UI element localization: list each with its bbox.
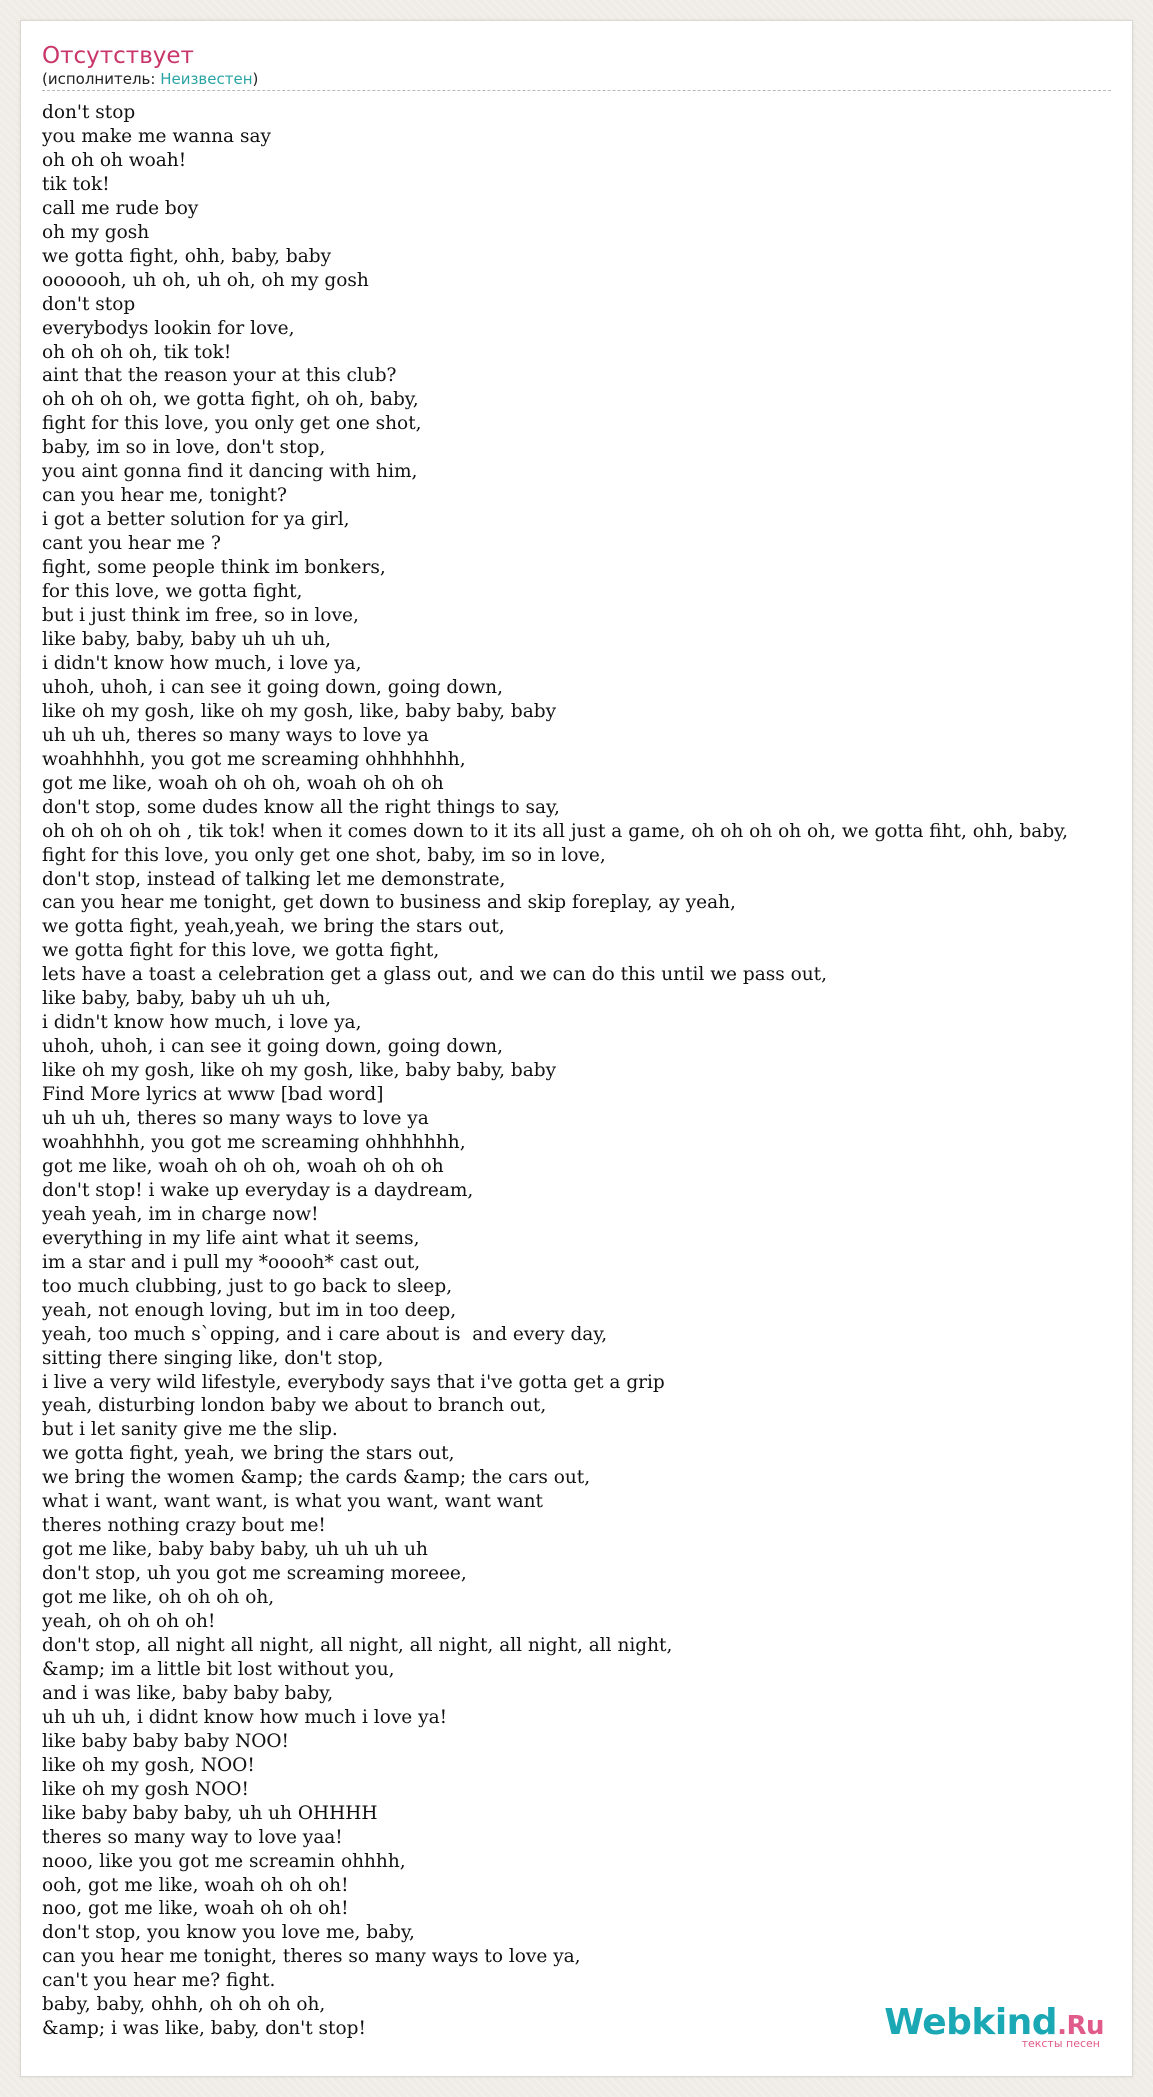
site-logo[interactable] (884, 2002, 1104, 2050)
lyric-line: like baby, baby, baby uh uh uh, (42, 628, 331, 650)
lyric-line: and i was like, baby baby baby, (42, 1682, 334, 1704)
lyric-line: sitting there singing like, don't stop, (42, 1347, 384, 1369)
lyric-line: like oh my gosh, like oh my gosh, like, baby baby, baby (42, 700, 557, 722)
lyric-line: can't you hear me? fight. (42, 1970, 276, 1992)
lyric-line: im a star and i pull my *ooooh* cast out, (42, 1251, 421, 1273)
lyric-line: don't stop, uh you got me screaming moreee, (42, 1563, 467, 1585)
lyric-line: oh oh oh woah! (42, 149, 187, 171)
lyric-line: don't stop, some dudes know all the right things to say, (42, 796, 560, 818)
lyric-line: baby, im so in love, don't stop, (42, 437, 326, 459)
lyric-line: oh my gosh (42, 221, 150, 243)
lyric-line: i didn't know how much, i love ya, (42, 1012, 362, 1034)
lyric-line: but i just think im free, so in love, (42, 605, 359, 627)
lyric-line: everybodys lookin for love, (42, 317, 295, 339)
lyric-line: we gotta fight for this love, we gotta fight, (42, 940, 440, 962)
lyric-line: woahhhhh, you got me screaming ohhhhhhh, (42, 1131, 466, 1153)
logo-suffix: .Ru (1057, 2011, 1104, 2041)
lyric-line: tik tok! (42, 173, 110, 195)
lyric-line: like oh my gosh, NOO! (42, 1754, 255, 1776)
lyric-line: call me rude boy (42, 197, 199, 219)
lyric-line: don't stop, you know you love me, baby, (42, 1922, 415, 1944)
lyric-line: cant you hear me ? (42, 533, 221, 555)
logo-tagline: тексты песен (1021, 2037, 1100, 2050)
lyric-line: too much clubbing, just to go back to sleep, (42, 1275, 453, 1297)
lyric-line: can you hear me tonight, theres so many ways to love ya, (42, 1946, 581, 1968)
lyric-line: uhoh, uhoh, i can see it going down, going down, (42, 676, 503, 698)
song-header (42, 43, 1111, 91)
lyrics-text (42, 101, 1133, 2041)
lyric-line: we gotta fight, yeah, we bring the stars out, (42, 1443, 455, 1465)
lyric-line: yeah, oh oh oh oh! (42, 1611, 216, 1633)
song-title: Отсутствует (42, 43, 194, 69)
lyric-line: &amp; i was like, baby, don't stop! (42, 2018, 366, 2040)
lyric-line: like baby baby baby NOO! (42, 1730, 289, 1752)
lyric-line: lets have a toast a celebration get a glass out, and we can do this until we pass out, (42, 964, 827, 986)
lyric-line: theres nothing crazy bout me! (42, 1515, 326, 1537)
lyric-line: uhoh, uhoh, i can see it going down, going down, (42, 1036, 503, 1058)
lyric-line: can you hear me, tonight? (42, 485, 287, 507)
lyric-line: yeah yeah, im in charge now! (42, 1203, 319, 1225)
lyric-line: fight, some people think im bonkers, (42, 557, 386, 579)
lyric-line: noo, got me like, woah oh oh oh! (42, 1898, 349, 1920)
lyric-line: aint that the reason your at this club? (42, 365, 397, 387)
lyric-line: oh oh oh oh, we gotta fight, oh oh, baby, (42, 389, 419, 411)
lyric-line: we bring the women &amp; the cards &amp; the cars out, (42, 1467, 591, 1489)
lyric-line: you make me wanna say (42, 125, 271, 147)
lyric-line: oh oh oh oh oh , tik tok! when it comes down to it its all just a game, oh oh oh oh oh, we gotta fiht, ohh, baby, (42, 820, 1069, 842)
lyric-line: got me like, oh oh oh oh, (42, 1587, 275, 1609)
lyric-line: what i want, want want, is what you want, want want (42, 1491, 543, 1513)
lyric-line: nooo, like you got me screamin ohhhh, (42, 1850, 406, 1872)
artist-suffix: ) (252, 70, 259, 88)
lyric-line: can you hear me tonight, get down to business and skip foreplay, ay yeah, (42, 892, 736, 914)
lyric-line: we gotta fight, ohh, baby, baby (42, 245, 332, 267)
lyric-line: don't stop (42, 293, 136, 315)
lyric-line: yeah, not enough loving, but im in too deep, (42, 1299, 457, 1321)
lyric-line: everything in my life aint what it seems, (42, 1227, 420, 1249)
lyric-line: like baby baby baby, uh uh OHHHH (42, 1802, 378, 1824)
lyric-line: ooh, got me like, woah oh oh oh! (42, 1874, 349, 1896)
lyric-line: we gotta fight, yeah,yeah, we bring the stars out, (42, 916, 505, 938)
lyric-line: uh uh uh, theres so many ways to love ya (42, 724, 429, 746)
lyric-line: you aint gonna find it dancing with him, (42, 461, 418, 483)
lyric-line: i got a better solution for ya girl, (42, 509, 350, 531)
lyric-line: fight for this love, you only get one shot, (42, 413, 422, 435)
lyric-line: fight for this love, you only get one shot, baby, im so in love, (42, 844, 606, 866)
lyric-line: &amp; im a little bit lost without you, (42, 1658, 395, 1680)
lyric-line: like baby, baby, baby uh uh uh, (42, 988, 331, 1010)
lyric-line: like oh my gosh NOO! (42, 1778, 249, 1800)
lyric-line: baby, baby, ohhh, oh oh oh oh, (42, 1994, 326, 2016)
lyric-line: oh oh oh oh, tik tok! (42, 341, 232, 363)
lyric-line: don't stop (42, 102, 136, 123)
lyric-line: woahhhhh, you got me screaming ohhhhhhh, (42, 748, 466, 770)
lyric-line: for this love, we gotta fight, (42, 581, 303, 603)
lyric-line: got me like, woah oh oh oh, woah oh oh oh (42, 1155, 444, 1177)
lyric-line: i live a very wild lifestyle, everybody says that i've gotta get a grip (42, 1371, 665, 1393)
lyrics-card (20, 20, 1133, 2077)
lyric-line: got me like, woah oh oh oh, woah oh oh oh (42, 772, 444, 794)
artist-line (42, 69, 1111, 91)
lyric-line: yeah, disturbing london baby we about to branch out, (42, 1395, 547, 1417)
lyric-line: yeah, too much s`opping, and i care about is and every day, (42, 1323, 608, 1345)
artist-link[interactable]: Неизвестен (160, 70, 253, 88)
logo-main-text: Webkind (884, 2002, 1058, 2043)
lyric-line: Find More lyrics at www [bad word] (42, 1084, 384, 1106)
lyric-line: like oh my gosh, like oh my gosh, like, baby baby, baby (42, 1060, 557, 1082)
lyric-line: uh uh uh, i didnt know how much i love ya! (42, 1706, 448, 1728)
lyric-line: don't stop, all night all night, all night, all night, all night, all night, (42, 1635, 673, 1656)
artist-prefix: (исполнитель: (42, 70, 161, 88)
lyric-line: theres so many way to love yaa! (42, 1826, 343, 1848)
lyric-line: don't stop, instead of talking let me demonstrate, (42, 868, 506, 890)
lyric-line: uh uh uh, theres so many ways to love ya (42, 1108, 429, 1130)
lyric-line: don't stop! i wake up everyday is a daydream, (42, 1179, 474, 1201)
lyric-line: got me like, baby baby baby, uh uh uh uh (42, 1539, 428, 1561)
lyric-line: ooooooh, uh oh, uh oh, oh my gosh (42, 269, 369, 291)
lyric-line: but i let sanity give me the slip. (42, 1419, 338, 1441)
lyric-line: i didn't know how much, i love ya, (42, 652, 362, 674)
